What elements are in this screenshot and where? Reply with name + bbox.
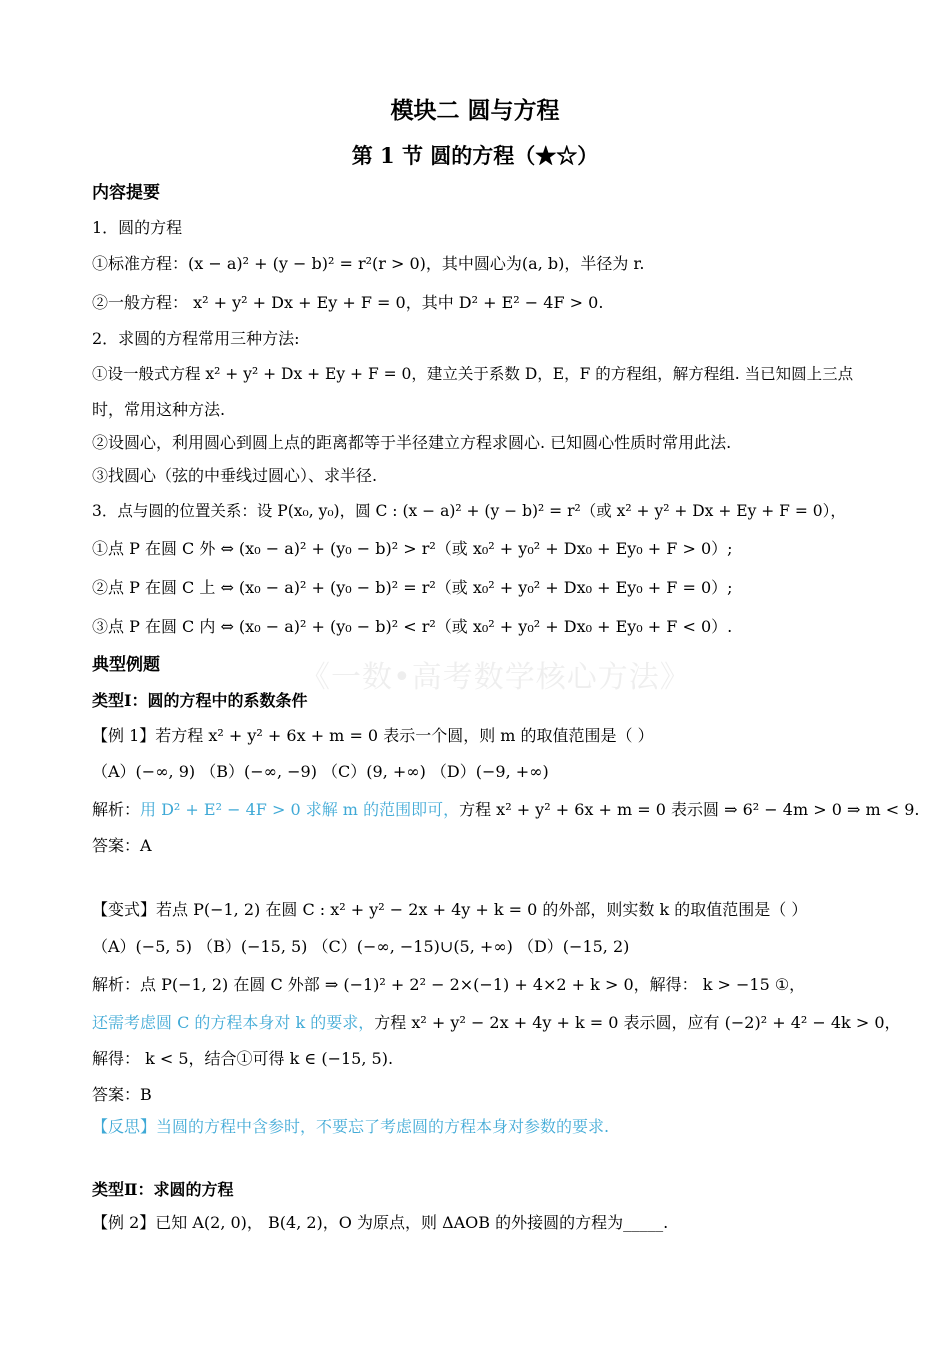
method-1-line-1: ①设一般式方程 x² + y² + Dx + Ey + F = 0，建立关于系数 D，E，F 的方程组，解方程组. 当已知圆上三点 (92, 365, 854, 383)
solution-label: 解析： (92, 800, 141, 819)
watermark: 《一数•高考数学核心方法》 (300, 660, 691, 695)
example-1-solution (92, 799, 919, 821)
summary-item-2: 2．求圆的方程常用三种方法: (92, 329, 300, 348)
solution-hint: 用 D² + E² − 4F > 0 求解 m 的范围即可， (140, 800, 460, 819)
variant-hint: 还需考虑圆 C 的方程本身对 k 的要求， (92, 1013, 375, 1032)
solution-body: 方程 x² + y² + 6x + m = 0 表示圆 ⇒ 6² − 4m > 0 ⇒ m < 9. (459, 800, 920, 819)
summary-item-3: 3．点与圆的位置关系：设 P(x₀, y₀)，圆 C : (x − a)² + (y − b)² = r²（或 x² + y² + Dx + Ey + F = 0）， (92, 502, 846, 520)
example-1-question: 【例 1】若方程 x² + y² + 6x + m = 0 表示一个圆，则 m 的取值范围是（ ） (92, 726, 654, 745)
summary-item-1: 1．圆的方程 (92, 218, 183, 237)
variant-solution-3: 解得： k < 5，结合①可得 k ∈ (−15, 5). (92, 1049, 394, 1068)
example-2-question: 【例 2】已知 A(2, 0)， B(4, 2)，O 为原点，则 ΔAOB 的外接圆的方程为_____. (92, 1213, 669, 1232)
type-1-heading: 类型Ⅰ：圆的方程中的系数条件 (92, 691, 308, 710)
example-1-options: （A）(−∞, 9) （B）(−∞, −9) （C）(9, +∞) （D）(−9, +∞) (92, 762, 549, 781)
module-title: 模块二 圆与方程 (390, 97, 560, 124)
type-2-heading: 类型Ⅱ：求圆的方程 (92, 1180, 234, 1199)
example-1-answer: 答案：A (92, 836, 152, 855)
standard-equation: ①标准方程：(x − a)² + (y − b)² = r²(r > 0)，其中圆心为(a, b)，半径为 r. (92, 254, 645, 273)
point-on: ②点 P 在圆 C 上 ⇔ (x₀ − a)² + (y₀ − b)² = r²（或 x₀² + y₀² + Dx₀ + Ey₀ + F = 0）; (92, 578, 733, 597)
section-title: 第 1 节 圆的方程（★☆） (351, 143, 599, 168)
examples-heading: 典型例题 (92, 655, 160, 675)
method-2: ②设圆心，利用圆心到圆上点的距离都等于半径建立方程求圆心. 已知圆心性质时常用此法. (92, 433, 732, 452)
point-outside: ①点 P 在圆 C 外 ⇔ (x₀ − a)² + (y₀ − b)² > r²（或 x₀² + y₀² + Dx₀ + Ey₀ + F > 0）; (92, 539, 733, 558)
point-inside: ③点 P 在圆 C 内 ⇔ (x₀ − a)² + (y₀ − b)² < r²（或 x₀² + y₀² + Dx₀ + Ey₀ + F < 0）. (92, 617, 733, 636)
variant-body: 方程 x² + y² − 2x + 4y + k = 0 表示圆，应有 (−2)² + 4² − 4k > 0， (374, 1013, 901, 1032)
general-equation: ②一般方程： x² + y² + Dx + Ey + F = 0，其中 D² + E² − 4F > 0. (92, 293, 604, 312)
reflection-note: 【反思】当圆的方程中含参时，不要忘了考虑圆的方程本身对参数的要求. (92, 1117, 610, 1136)
variant-solution-2 (92, 1012, 901, 1034)
variant-question: 【变式】若点 P(−1, 2) 在圆 C : x² + y² − 2x + 4y + k = 0 的外部，则实数 k 的取值范围是（ ） (92, 900, 808, 919)
variant-options: （A）(−5, 5) （B）(−15, 5) （C）(−∞, −15)∪(5, +∞) （D）(−15, 2) (92, 937, 630, 956)
method-3: ③找圆心（弦的中垂线过圆心）、求半径. (92, 466, 378, 485)
variant-answer: 答案：B (92, 1085, 152, 1104)
summary-heading: 内容提要 (92, 183, 160, 203)
variant-solution-1: 解析：点 P(−1, 2) 在圆 C 外部 ⇒ (−1)² + 2² − 2×(−1) + 4×2 + k > 0，解得： k > −15 ①， (92, 975, 806, 994)
method-1-line-2: 时，常用这种方法. (92, 400, 226, 419)
